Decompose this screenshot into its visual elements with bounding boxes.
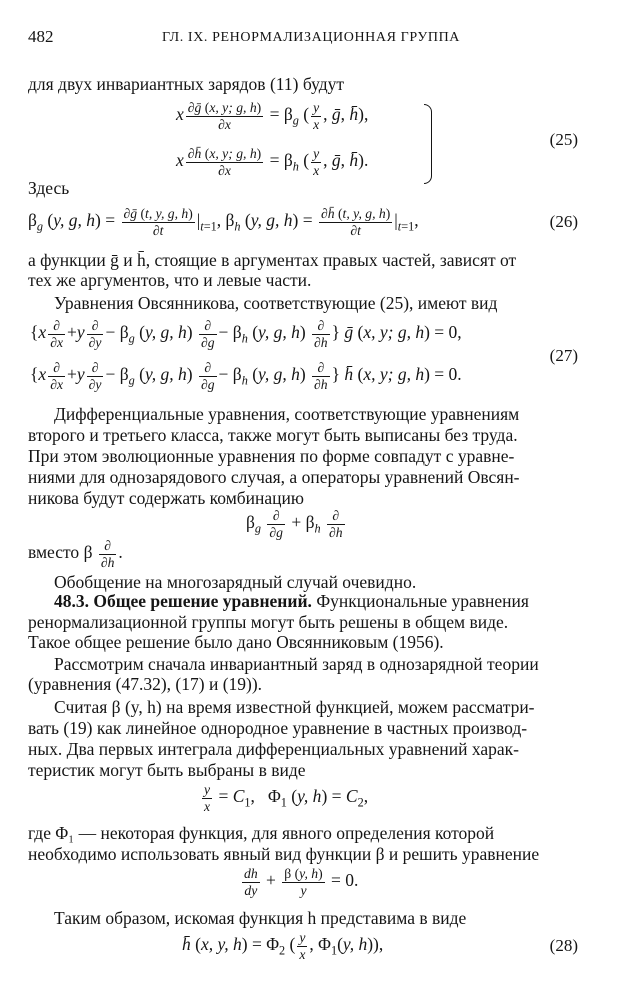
equation-27-line2: {x $\frac{\partial}{\partial x}$ +y $\frac{\partial}{\partial y}$ − $\beta_g$ (y, g, h) $\frac{\partial}{\partial g}$ − $\beta_h$ (y, g, h) $\frac{\partial}{\partial h}$ } h̄ (x, y; g, h) = 0.	[30, 360, 462, 392]
text-line: ниями для однозарядового случая, а операторы уравнений Овсян-	[28, 467, 520, 487]
text-line: Рассмотрим сначала инвариантный заряд в однозарядной теории	[54, 654, 539, 674]
text-line: второго и третьего класса, также могут быть выписаны без труда.	[28, 425, 518, 445]
page-number: 482	[28, 27, 54, 46]
text-line: Дифференциальные уравнения, соответствующие уравнениям	[54, 404, 520, 424]
equation-number-28: (28)	[549, 936, 578, 955]
text-line: а функции ḡ и h̄, стоящие в аргументах правых частей, зависят от	[28, 250, 517, 270]
right-brace	[424, 104, 432, 184]
text-line: При этом эволюционные уравнения по форме совпадут с уравне-	[28, 446, 515, 466]
equation-number-26: (26)	[549, 212, 578, 231]
text-line: где Φ₁ — некоторая функция, для явного определения которой	[28, 823, 495, 843]
operator-combination: $\beta_g$ $\frac{\partial}{\partial g}$ + $\beta_h$ $\frac{\partial}{\partial h}$	[246, 508, 343, 540]
equation-25-line2: x $\frac{\partial h̄ (x, y; g, h)}{\partial x}$ = $\beta_h$ ( $\frac{y}{x}$ , ḡ, h̄).	[176, 146, 369, 178]
first-integrals-equation: $\frac{y}{x}$ = $C_1$, $\Phi_1$ (y, $h) = C_2$,	[204, 782, 369, 814]
text-line: ных. Два первых интеграла дифференциальных уравнений харак-	[28, 739, 520, 759]
instead-line: вместо β $\frac{\partial}{\partial h}$ .	[28, 538, 123, 570]
text-line: Здесь	[28, 178, 70, 198]
text-line: теристик могут быть выбраны в виде	[28, 760, 306, 780]
equation-number-25: (25)	[549, 130, 578, 149]
text-line: ренормализационной группы могут быть решены в общем виде.	[28, 612, 509, 632]
text-line: (уравнения (47.32), (17) и (19)).	[28, 674, 263, 694]
running-title: ГЛ. IX. РЕНОРМАЛИЗАЦИОННАЯ ГРУППА	[162, 30, 461, 45]
section-heading-line: 48.3. Общее решение уравнений. Функциональные уравнения	[54, 591, 529, 611]
text-line: Такое общее решение было дано Овсянниковым (1956).	[28, 632, 444, 652]
equation-number-27: (27)	[549, 346, 578, 365]
text-line: для двух инвариантных зарядов (11) будут	[28, 74, 345, 94]
equation-25-line1: x $\frac{\text{∂ḡ (x, y; g, h)}}{\partial x}$ = $\beta_g$ ( $\frac{y}{x}$ , ḡ, h̄),	[176, 100, 369, 132]
text-line: Уравнения Овсянникова, соответствующие (25), имеют вид	[54, 293, 498, 313]
section-title: 48.3. Общее решение уравнений.	[54, 591, 312, 611]
text-line: Таким образом, искомая функция h представима в виде	[54, 908, 467, 928]
text-line: необходимо использовать явный вид функции β и решить уравнение	[28, 844, 540, 864]
equation-27-line1: {x $\frac{\partial}{\partial x}$ +y $\frac{\partial}{\partial y}$ − $\beta_g$ (y, g, h) $\frac{\partial}{\partial g}$ − $\beta_h$ (y, g, h) $\frac{\partial}{\partial h}$ } ḡ (x, y; g, h) = 0,	[30, 318, 462, 350]
text-line: никова будут содержать комбинацию	[28, 488, 304, 508]
equation-26: $\beta_g$ (y, g, h) = $\frac{\text{∂ḡ (t, y, g, h)}}{\partial t}$ $|_{t=1}$, $\beta_h$ (y, g, h) = $\frac{\partial h̄ (t, y, g, h)}{\partial t}$ $|_{t=1}$,	[28, 206, 419, 238]
text-line: вать (19) как линейное однородное уравнение в частных производ-	[28, 718, 528, 738]
equation-28: h̄ (x, y, $h) = \Phi_2$ ( $\frac{y}{x}$ , $\Phi_1(y$, h)),	[182, 930, 384, 962]
text-line: тех же аргументов, что и левые части.	[28, 270, 312, 290]
text-line: Обобщение на многозарядный случай очевидно.	[54, 572, 417, 592]
text-line: Считая β (y, h) на время известной функцией, можем рассматри-	[54, 697, 535, 717]
characteristic-equation: $\frac{dh}{dy}$ + $\frac{\beta (y, h)}{y}$ = 0.	[244, 866, 359, 898]
